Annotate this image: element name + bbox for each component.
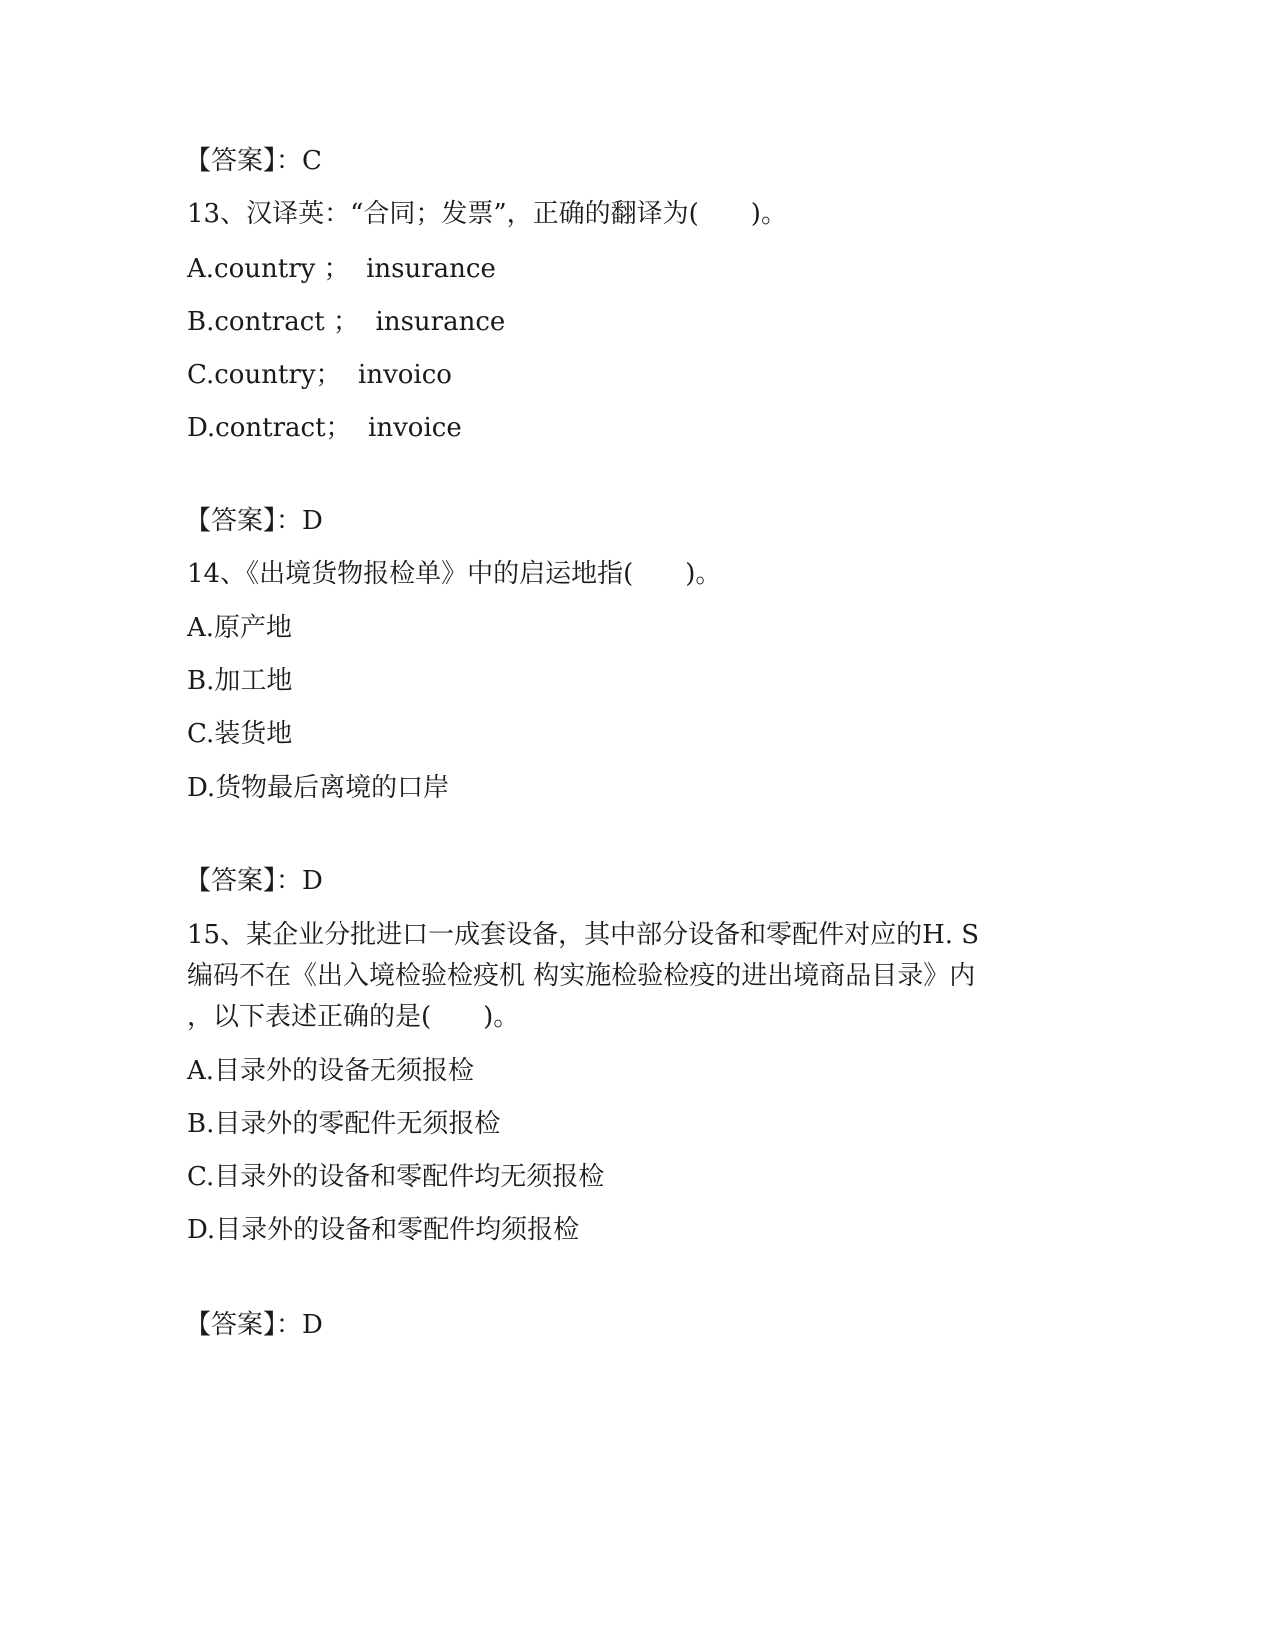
question-14-option-b: B.加工地 xyxy=(187,666,293,696)
question-15-stem-line-3: ，以下表述正确的是( )。 xyxy=(187,1002,520,1032)
answer-12: 【答案】：C xyxy=(185,146,322,176)
question-13-option-b: B.contract ； insurance xyxy=(187,307,506,337)
question-14-option-d: D.货物最后离境的口岸 xyxy=(187,773,450,803)
question-15-stem-line-2: 编码不在《出入境检验检疫机 构实施检验检疫的进出境商品目录》内 xyxy=(187,961,976,991)
question-15-option-b: B.目录外的零配件无须报检 xyxy=(187,1109,501,1139)
question-15-stem-line-1: 15、某企业分批进口一成套设备，其中部分设备和零配件对应的H. S xyxy=(187,920,980,950)
question-14-option-c: C.装货地 xyxy=(187,719,293,749)
question-13-option-d: D.contract； invoice xyxy=(187,413,462,443)
question-14-option-a: A.原产地 xyxy=(187,613,293,643)
question-15-option-c: C.目录外的设备和零配件均无须报检 xyxy=(187,1162,605,1192)
question-15-option-a: A.目录外的设备无须报检 xyxy=(187,1056,475,1086)
answer-13: 【答案】：D xyxy=(185,506,323,536)
answer-14: 【答案】：D xyxy=(185,866,323,896)
question-14-stem: 14、《出境货物报检单》中的启运地指( )。 xyxy=(187,559,722,589)
question-15-option-d: D.目录外的设备和零配件均须报检 xyxy=(187,1215,580,1245)
question-13-option-a: A.country ； insurance xyxy=(187,254,496,284)
question-13-option-c: C.country； invoico xyxy=(187,360,452,390)
question-13-stem: 13、汉译英：“合同；发票”，正确的翻译为( )。 xyxy=(187,199,787,229)
answer-15: 【答案】：D xyxy=(185,1310,323,1340)
